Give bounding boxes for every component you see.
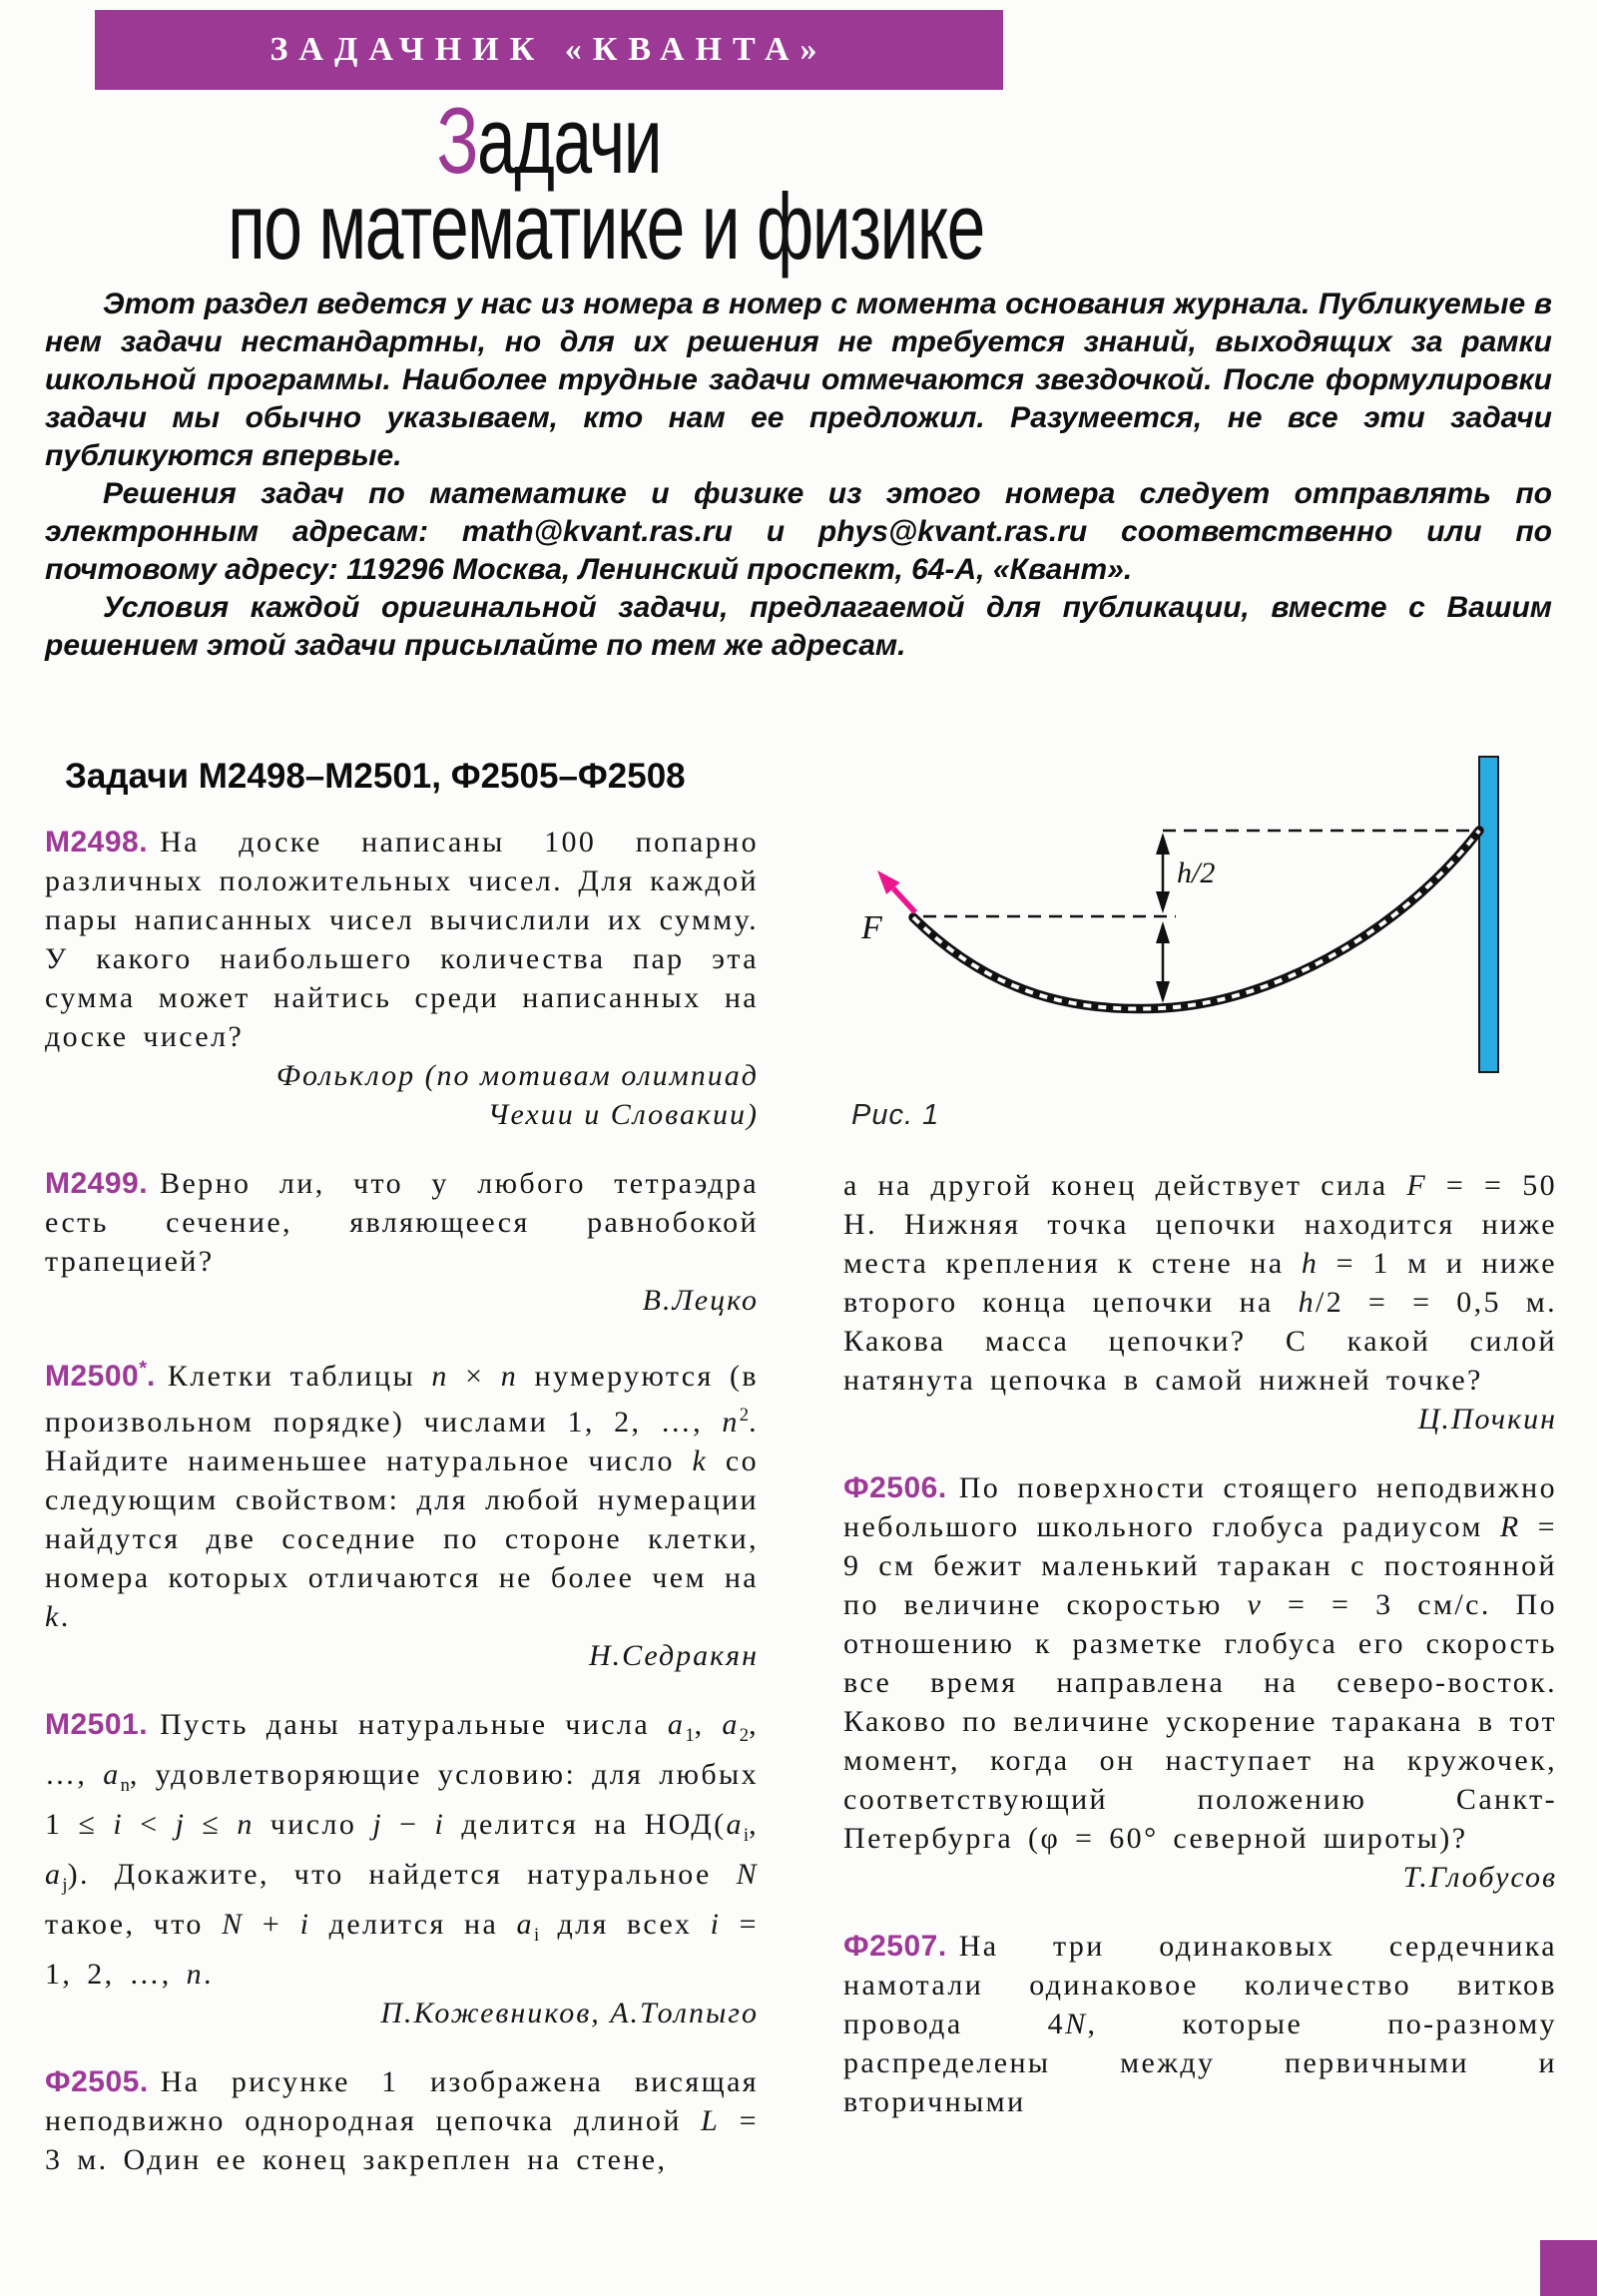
problem-text: Пусть даны натуральные числа $a_1$, $a_2$, …, $a_n$, удовлетворяющие условию: для любых 1 ≤ i < j ≤ n число j − i делится на $НОД(a_i$, $a_j$). Докажите, что найдется натуральное N такое, что N + i делится на $a_i$ для всех i = 1, 2, …, n. bbox=[45, 1708, 759, 1991]
intro-paragraph-1: Этот раздел ведется у нас из номера в номер с момента основания журнала. Публикуемые в нем задачи нестандартны, но для их решения не требуется знаний, выходящих за рамки школьной программы. Наиболее трудные задачи отмечаются звездочкой. После формулировки задачи мы обычно указываем, кто нам ее предложил. Разумеется, не все эти задачи публикуются впервые. bbox=[45, 287, 1552, 472]
arrowhead-up bbox=[1156, 833, 1170, 855]
title-line-1 bbox=[436, 88, 662, 193]
title-line-2: по математике и физике bbox=[228, 174, 984, 279]
arrowhead-down bbox=[1156, 891, 1170, 913]
title-capital-letter: З bbox=[436, 88, 478, 193]
problem-f2506 bbox=[843, 1468, 1557, 1858]
title-line-1-rest: адачи bbox=[477, 88, 662, 193]
problem-text: а на другой конец действует сила F = = 50 Н. Нижняя точка цепочки находится ниже места крепления к стене на h = 1 м и ниже второго конца цепочки на h/2 = = 0,5 м. Какова масса цепочки? С какой силой натянута цепочка в самой нижней точке? bbox=[843, 1169, 1558, 1397]
attribution: Ц.Почкин bbox=[1417, 1403, 1557, 1435]
problem-text: Верно ли, что у любого тетраэдра есть сечение, являющееся равнобокой трапецией? bbox=[45, 1167, 759, 1278]
problem-number: Ф2506. bbox=[843, 1471, 947, 1504]
attribution: Н.Седракян bbox=[589, 1639, 759, 1672]
problems-heading: Задачи М2498–М2501, Ф2505–Ф2508 bbox=[65, 757, 686, 796]
problem-number: М2501. bbox=[45, 1708, 149, 1741]
arrowhead-up bbox=[1156, 921, 1170, 943]
force-label: F bbox=[861, 909, 882, 946]
page-title bbox=[95, 88, 1003, 279]
problem-m2498 bbox=[45, 823, 759, 1056]
problem-text: На рисунке 1 изображена висящая неподвижно однородная цепочка длиной L = 3 м. Один ее конец закреплен на стене, bbox=[45, 2065, 759, 2176]
problem-number: Ф2507. bbox=[843, 1930, 947, 1963]
right-column bbox=[843, 755, 1557, 2179]
problem-text: На доске написаны 100 попарно различных положительных чисел. Для каждой пары написанных чисел вычислили их сумму. У какого наибольшего количества пар эта сумма может найтись среди написанных на доске чисел? bbox=[45, 826, 759, 1053]
wall bbox=[1479, 757, 1498, 1072]
problem-m2500 bbox=[45, 1350, 759, 1636]
banner-title: ЗАДАЧНИК «КВАНТА» bbox=[269, 31, 828, 68]
arrowhead-down bbox=[1156, 981, 1170, 1003]
problems-columns bbox=[0, 755, 1597, 2179]
problem-text: На три одинаковых сердечника намотали одинаковое количество витков провода 4N, которые по-разному распределены между первичными и вторичными bbox=[843, 1930, 1557, 2118]
chain-diagram bbox=[843, 755, 1502, 1084]
intro-paragraph-3: Условия каждой оригинальной задачи, предлагаемой для публикации, вместе с Вашим решением этой задачи присылайте по тем же адресам. bbox=[45, 591, 1552, 662]
page-corner-marker bbox=[1540, 2240, 1597, 2296]
problem-m2501 bbox=[45, 1705, 759, 1994]
kvant-section-banner bbox=[95, 10, 1003, 90]
attribution: Чехии и Словакии) bbox=[487, 1098, 759, 1131]
left-column bbox=[45, 755, 759, 2179]
attribution: В.Лецко bbox=[642, 1284, 759, 1317]
problem-f2507 bbox=[843, 1927, 1557, 2121]
intro-block bbox=[0, 286, 1597, 665]
problem-text: По поверхности стоящего неподвижно небольшого школьного глобуса радиусом R = 9 см бежит маленький таракан с постоянной по величине скоростью v = = 3 см/с. По отношению к разметке глобуса его скорость все время направлена на северо-восток. Каково по величине ускорение таракана в тот момент, когда он наступает на кружочек, соответствующий положению Санкт-Петербурга (φ = 60° северной широты)? bbox=[843, 1471, 1557, 1855]
figure-caption: Рис. 1 bbox=[851, 1099, 940, 1131]
height-label: h/2 bbox=[1177, 857, 1216, 889]
problem-number: М2498. bbox=[45, 826, 149, 859]
intro-paragraph-2: Решения задач по математике и физике из этого номера следует отправлять по электронным адресам: math@kvant.ras.ru и phys@kvant.ras.ru соответственно или по почтовому адресу: 119296 Москва, Ленинский проспект, 64-А, «Квант». bbox=[45, 477, 1552, 586]
problem-star: * bbox=[139, 1358, 148, 1380]
problem-f2505 bbox=[45, 2062, 759, 2179]
problem-text: Клетки таблицы n × n нумеруются (в произвольном порядке) числами 1, 2, …, $n^2$. Найдите наименьшее натуральное число k со следующим свойством: для любой нумерации найдутся две соседние по стороне клетки, номера которых отличаются не более чем на k. bbox=[45, 1360, 760, 1633]
attribution: Фольклор (по мотивам олимпиад bbox=[275, 1059, 759, 1092]
problem-m2499 bbox=[45, 1164, 759, 1281]
problem-f2505-continuation bbox=[843, 1166, 1557, 1400]
attribution: Т.Глобусов bbox=[1402, 1861, 1557, 1894]
problem-number: Ф2505. bbox=[45, 2065, 149, 2098]
problem-number-dot: . bbox=[147, 1360, 156, 1393]
force-arrow bbox=[893, 888, 915, 912]
problem-number: М2500 bbox=[45, 1360, 140, 1393]
attribution: П.Кожевников, А.Толпыго bbox=[380, 1997, 759, 2029]
figure-ris-1 bbox=[843, 755, 1557, 1132]
problem-number: М2499. bbox=[45, 1167, 149, 1200]
